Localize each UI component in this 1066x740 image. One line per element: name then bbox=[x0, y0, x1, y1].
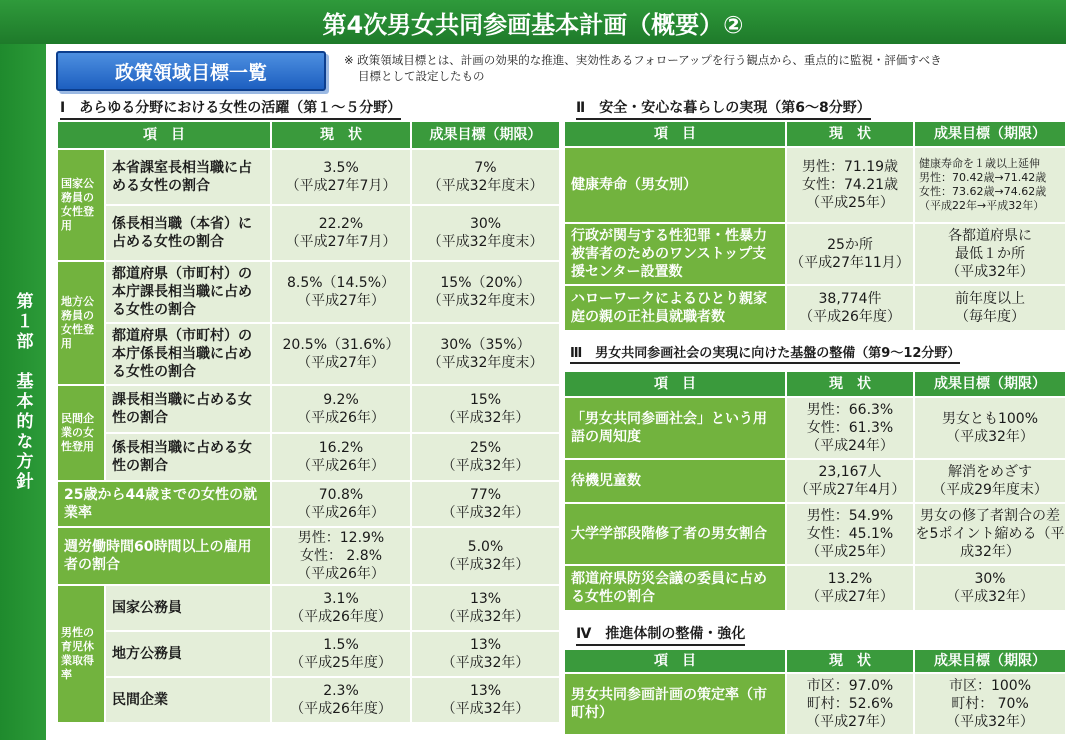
table-row bbox=[57, 261, 560, 323]
current-cell: 3.5% （平成27年7月） bbox=[271, 149, 411, 205]
col-item-header: 項 目 bbox=[57, 121, 271, 149]
item-cell: 都道府県（市町村）の本庁係長相当職に占める女性の割合 bbox=[105, 323, 271, 385]
target-cell: 前年度以上 （毎年度） bbox=[914, 285, 1066, 331]
current-cell: 男性：12.9% 女性： 2.8% （平成26年） bbox=[271, 527, 411, 585]
current-cell: 2.3% （平成26年度） bbox=[271, 677, 411, 723]
current-cell: 16.2% （平成26年） bbox=[271, 433, 411, 481]
table-row bbox=[57, 527, 560, 585]
current-cell: 男性：54.9% 女性：45.1% （平成25年） bbox=[786, 503, 914, 565]
target-cell: 男女とも100% （平成32年） bbox=[914, 397, 1066, 459]
current-cell: 男性：66.3% 女性：61.3% （平成24年） bbox=[786, 397, 914, 459]
item-cell: 地方公務員 bbox=[105, 631, 271, 677]
category-label: 男性の育児休業取得率 bbox=[57, 585, 105, 723]
policy-tab: 政策領域目標一覧 bbox=[56, 51, 326, 91]
category-label: 地方公務員の女性登用 bbox=[57, 261, 105, 385]
section2-title: Ⅱ 安全・安心な暮らしの実現（第6～8分野） bbox=[576, 97, 871, 120]
current-cell: 8.5%（14.5%） （平成27年） bbox=[271, 261, 411, 323]
target-cell: 市区：100% 町村： 70% （平成32年） bbox=[914, 673, 1066, 735]
target-cell: 15%（20%） （平成32年度末） bbox=[411, 261, 560, 323]
target-cell: 30%（35%） （平成32年度末） bbox=[411, 323, 560, 385]
table-row bbox=[57, 205, 560, 261]
current-cell: 20.5%（31.6%） （平成27年） bbox=[271, 323, 411, 385]
section1-title: Ⅰ あらゆる分野における女性の活躍（第１～５分野） bbox=[60, 97, 401, 120]
target-cell: 30% （平成32年） bbox=[914, 565, 1066, 611]
item-cell: 待機児童数 bbox=[564, 459, 786, 503]
target-cell: 25% （平成32年） bbox=[411, 433, 560, 481]
table-row bbox=[57, 481, 560, 527]
note-line-1: ※ 政策領域目標とは、計画の効果的な推進、実効性あるフォローアップを行う観点から、重点的に監視・評価すべき bbox=[344, 53, 942, 67]
target-cell: 7% （平成32年度末） bbox=[411, 149, 560, 205]
item-cell: 係長相当職（本省）に占める女性の割合 bbox=[105, 205, 271, 261]
target-cell: 各都道府県に 最低１か所 （平成32年） bbox=[914, 223, 1066, 285]
item-cell: 男女共同参画計画の策定率（市町村） bbox=[564, 673, 786, 735]
col-current-header: 現 状 bbox=[786, 121, 914, 147]
col-current-header: 現 状 bbox=[786, 371, 914, 397]
col-target-header: 成果目標（期限） bbox=[914, 371, 1066, 397]
category-label: 民間企業の女性登用 bbox=[57, 385, 105, 481]
current-cell: 23,167人 （平成27年4月） bbox=[786, 459, 914, 503]
target-cell: 解消をめざす （平成29年度末） bbox=[914, 459, 1066, 503]
item-cell: 「男女共同参画社会」という用語の周知度 bbox=[564, 397, 786, 459]
section3-table bbox=[563, 370, 1066, 612]
table-row bbox=[564, 503, 1066, 565]
target-cell: 健康寿命を１歳以上延伸 男性：70.42歳→71.42歳 女性：73.62歳→74.62歳 （平成22年→平成32年） bbox=[914, 147, 1066, 223]
table-row bbox=[564, 397, 1066, 459]
current-cell: 1.5% （平成25年度） bbox=[271, 631, 411, 677]
item-cell: 25歳から44歳までの女性の就業率 bbox=[57, 481, 271, 527]
side-label-bar bbox=[0, 44, 46, 740]
col-target-header: 成果目標（期限） bbox=[411, 121, 560, 149]
table-row bbox=[564, 673, 1066, 735]
col-target-header: 成果目標（期限） bbox=[914, 649, 1066, 673]
item-cell: 国家公務員 bbox=[105, 585, 271, 631]
category-label: 国家公務員の女性登用 bbox=[57, 149, 105, 261]
table-row bbox=[57, 631, 560, 677]
section2-table bbox=[563, 120, 1066, 332]
target-cell: 5.0% （平成32年） bbox=[411, 527, 560, 585]
item-cell: 係長相当職に占める女性の割合 bbox=[105, 433, 271, 481]
target-cell: 13% （平成32年） bbox=[411, 585, 560, 631]
current-cell: 3.1% （平成26年度） bbox=[271, 585, 411, 631]
current-cell: 13.2% （平成27年） bbox=[786, 565, 914, 611]
current-cell: 38,774件 （平成26年度） bbox=[786, 285, 914, 331]
current-cell: 22.2% （平成27年7月） bbox=[271, 205, 411, 261]
note-line-2: 目標として設定したもの bbox=[358, 69, 485, 83]
current-cell: 市区：97.0% 町村：52.6% （平成27年） bbox=[786, 673, 914, 735]
item-cell: 週労働時間60時間以上の雇用者の割合 bbox=[57, 527, 271, 585]
table-row bbox=[564, 565, 1066, 611]
section4-title: Ⅳ 推進体制の整備・強化 bbox=[576, 623, 745, 646]
section3-title: Ⅲ 男女共同参画社会の実現に向けた基盤の整備（第9～12分野） bbox=[570, 342, 960, 364]
section1-table bbox=[56, 120, 561, 724]
col-item-header: 項 目 bbox=[564, 649, 786, 673]
current-cell: 9.2% （平成26年） bbox=[271, 385, 411, 433]
table-row bbox=[564, 223, 1066, 285]
target-cell: 30% （平成32年度末） bbox=[411, 205, 560, 261]
col-current-header: 現 状 bbox=[271, 121, 411, 149]
page-title: 第4次男女共同参画基本計画（概要）② bbox=[322, 10, 744, 39]
page-title-banner bbox=[0, 0, 1066, 44]
note bbox=[344, 52, 1064, 84]
item-cell: 大学学部段階修了者の男女割合 bbox=[564, 503, 786, 565]
item-cell: 本省課室長相当職に占める女性の割合 bbox=[105, 149, 271, 205]
target-cell: 77% （平成32年） bbox=[411, 481, 560, 527]
table-row bbox=[57, 323, 560, 385]
current-cell: 70.8% （平成26年） bbox=[271, 481, 411, 527]
item-cell: 行政が関与する性犯罪・性暴力被害者のためのワンストップ支援センター設置数 bbox=[564, 223, 786, 285]
side-label: 第１部 基本的な方針 bbox=[12, 292, 33, 492]
table-row bbox=[564, 147, 1066, 223]
target-cell: 15% （平成32年） bbox=[411, 385, 560, 433]
table-row bbox=[57, 149, 560, 205]
table-row bbox=[564, 285, 1066, 331]
item-cell: ハローワークによるひとり親家庭の親の正社員就職者数 bbox=[564, 285, 786, 331]
col-item-header: 項 目 bbox=[564, 121, 786, 147]
item-cell: 健康寿命（男女別） bbox=[564, 147, 786, 223]
table-row bbox=[57, 433, 560, 481]
target-cell: 男女の修了者割合の差を5ポイント縮める（平成32年） bbox=[914, 503, 1066, 565]
col-current-header: 現 状 bbox=[786, 649, 914, 673]
table-row bbox=[57, 677, 560, 723]
table-row bbox=[564, 459, 1066, 503]
item-cell: 民間企業 bbox=[105, 677, 271, 723]
item-cell: 課長相当職に占める女性の割合 bbox=[105, 385, 271, 433]
table-row bbox=[57, 385, 560, 433]
target-cell: 13% （平成32年） bbox=[411, 677, 560, 723]
col-item-header: 項 目 bbox=[564, 371, 786, 397]
item-cell: 都道府県防災会議の委員に占める女性の割合 bbox=[564, 565, 786, 611]
current-cell: 25か所 （平成27年11月） bbox=[786, 223, 914, 285]
col-target-header: 成果目標（期限） bbox=[914, 121, 1066, 147]
table-row bbox=[57, 585, 560, 631]
item-cell: 都道府県（市町村）の本庁課長相当職に占める女性の割合 bbox=[105, 261, 271, 323]
target-cell: 13% （平成32年） bbox=[411, 631, 560, 677]
current-cell: 男性：71.19歳 女性：74.21歳 （平成25年） bbox=[786, 147, 914, 223]
section4-table bbox=[563, 648, 1066, 736]
